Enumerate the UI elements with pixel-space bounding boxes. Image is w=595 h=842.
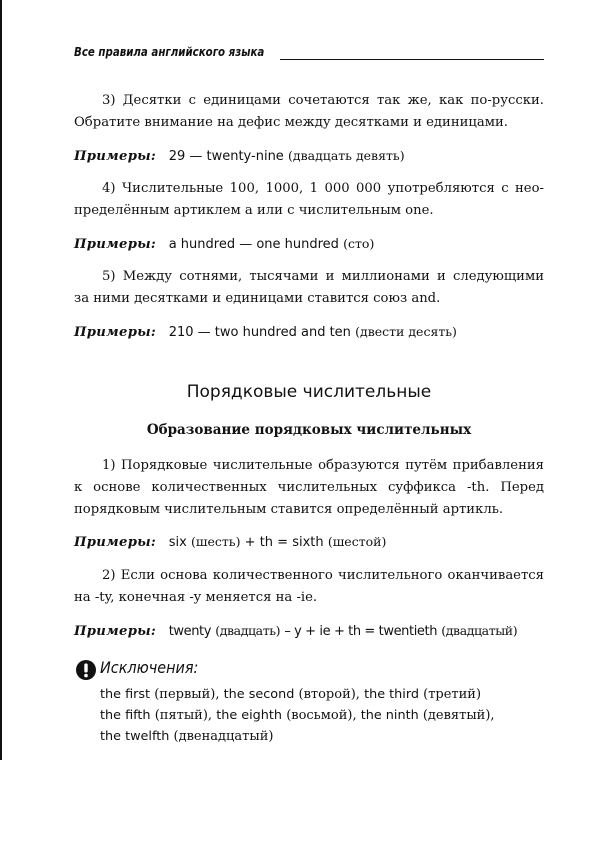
- example-text: – y + ie + th = twentieth: [284, 624, 438, 639]
- exceptions-line: [100, 726, 544, 747]
- example-text: six: [168, 535, 187, 550]
- text-line: 1) Порядковые числительные образуются путём прибавления: [102, 458, 544, 473]
- rule-4-text: [74, 178, 544, 222]
- example-label: Примеры:: [74, 237, 157, 252]
- example-translation: (двести десять): [355, 324, 457, 339]
- text-line: 4) Числительные 100, 1000, 1 000 000 употребляются с нео-: [102, 181, 544, 196]
- example-rule-4: [74, 233, 544, 256]
- exception-translation: (девятый),: [422, 708, 495, 723]
- rule-4: [74, 178, 544, 222]
- text-line: на -ty, конечная -y меняется на -ie.: [74, 590, 318, 605]
- exception-translation: (третий): [423, 687, 482, 702]
- text-line: пределённым артиклем a или с числительным one.: [74, 203, 434, 218]
- rule-3-text: [74, 90, 544, 134]
- example-label: Примеры:: [74, 149, 157, 164]
- example-ordinal-1: [74, 531, 544, 554]
- example-translation: (двадцать девять): [288, 148, 405, 163]
- text-line: 3) Десятки с единицами сочетаются так же, как по-русски.: [102, 93, 544, 108]
- exception-word: the twelfth: [100, 729, 170, 744]
- ordinal-rule-1-text: [74, 455, 544, 521]
- exception-word: the ninth: [360, 708, 419, 723]
- example-label: Примеры:: [74, 325, 157, 340]
- example-label: Примеры:: [74, 624, 157, 639]
- text-line: 2) Если основа количественного числительного оканчивается: [102, 568, 544, 583]
- rule-5-text: [74, 266, 544, 310]
- exception-translation: (пятый),: [154, 708, 213, 723]
- exception-word: the fifth: [100, 708, 151, 723]
- exception-word: the third: [364, 687, 420, 702]
- rule-3: [74, 90, 544, 134]
- example-text: + th = sixth: [244, 535, 324, 550]
- exception-word: the eighth: [216, 708, 283, 723]
- page-edge-line: [0, 0, 2, 760]
- exceptions-line: [100, 705, 544, 726]
- subsection-title: Образование порядковых числительных: [146, 422, 472, 438]
- example-text: twenty: [168, 624, 212, 639]
- example-ordinal-2: [74, 620, 544, 643]
- example-translation: (сто): [343, 236, 375, 251]
- exceptions-line: [100, 684, 544, 705]
- running-head-rule: [280, 59, 544, 60]
- example-label: Примеры:: [74, 535, 157, 550]
- ordinal-rule-1: [74, 455, 544, 521]
- example-translation: (шесть): [190, 534, 241, 549]
- example-text: 29 — twenty-nine: [168, 149, 284, 164]
- text-line: за ними десятками и единицами ставится союз and.: [74, 291, 441, 306]
- rule-5: [74, 266, 544, 310]
- exception-translation: (второй),: [298, 687, 360, 702]
- exception-word: the second: [223, 687, 295, 702]
- exceptions-title: Исключения:: [100, 658, 199, 677]
- example-translation: (шестой): [327, 534, 387, 549]
- text-line: Обратите внимание на дефис между десятками и единицами.: [74, 115, 508, 130]
- ordinal-rule-2: [74, 565, 544, 609]
- example-rule-5: [74, 321, 544, 344]
- section-title: Порядковые числительные: [186, 382, 432, 402]
- ordinal-rule-2-text: [74, 565, 544, 609]
- running-head-text: Все правила английского языка: [74, 44, 265, 59]
- exception-translation: (первый),: [154, 687, 220, 702]
- example-text: a hundred — one hundred: [168, 237, 339, 252]
- exclamation-icon: [76, 660, 96, 680]
- example-rule-3: [74, 145, 544, 168]
- exceptions-list: [100, 684, 544, 747]
- example-translation: (двадцатый): [441, 623, 518, 638]
- example-text: 210 — two hundred and ten: [168, 325, 351, 340]
- exception-translation: (двенадцатый): [173, 729, 274, 744]
- text-line: к основе количественных числительных суффикса -th. Перед: [74, 480, 544, 495]
- text-line: порядковым числительным ставится определённый артикль.: [74, 502, 504, 517]
- text-line: 5) Между сотнями, тысячами и миллионами и следующими: [102, 269, 544, 284]
- running-head: [74, 44, 544, 64]
- exception-translation: (восьмой),: [286, 708, 357, 723]
- example-translation: (двадцать): [215, 623, 281, 638]
- exception-word: the first: [100, 687, 151, 702]
